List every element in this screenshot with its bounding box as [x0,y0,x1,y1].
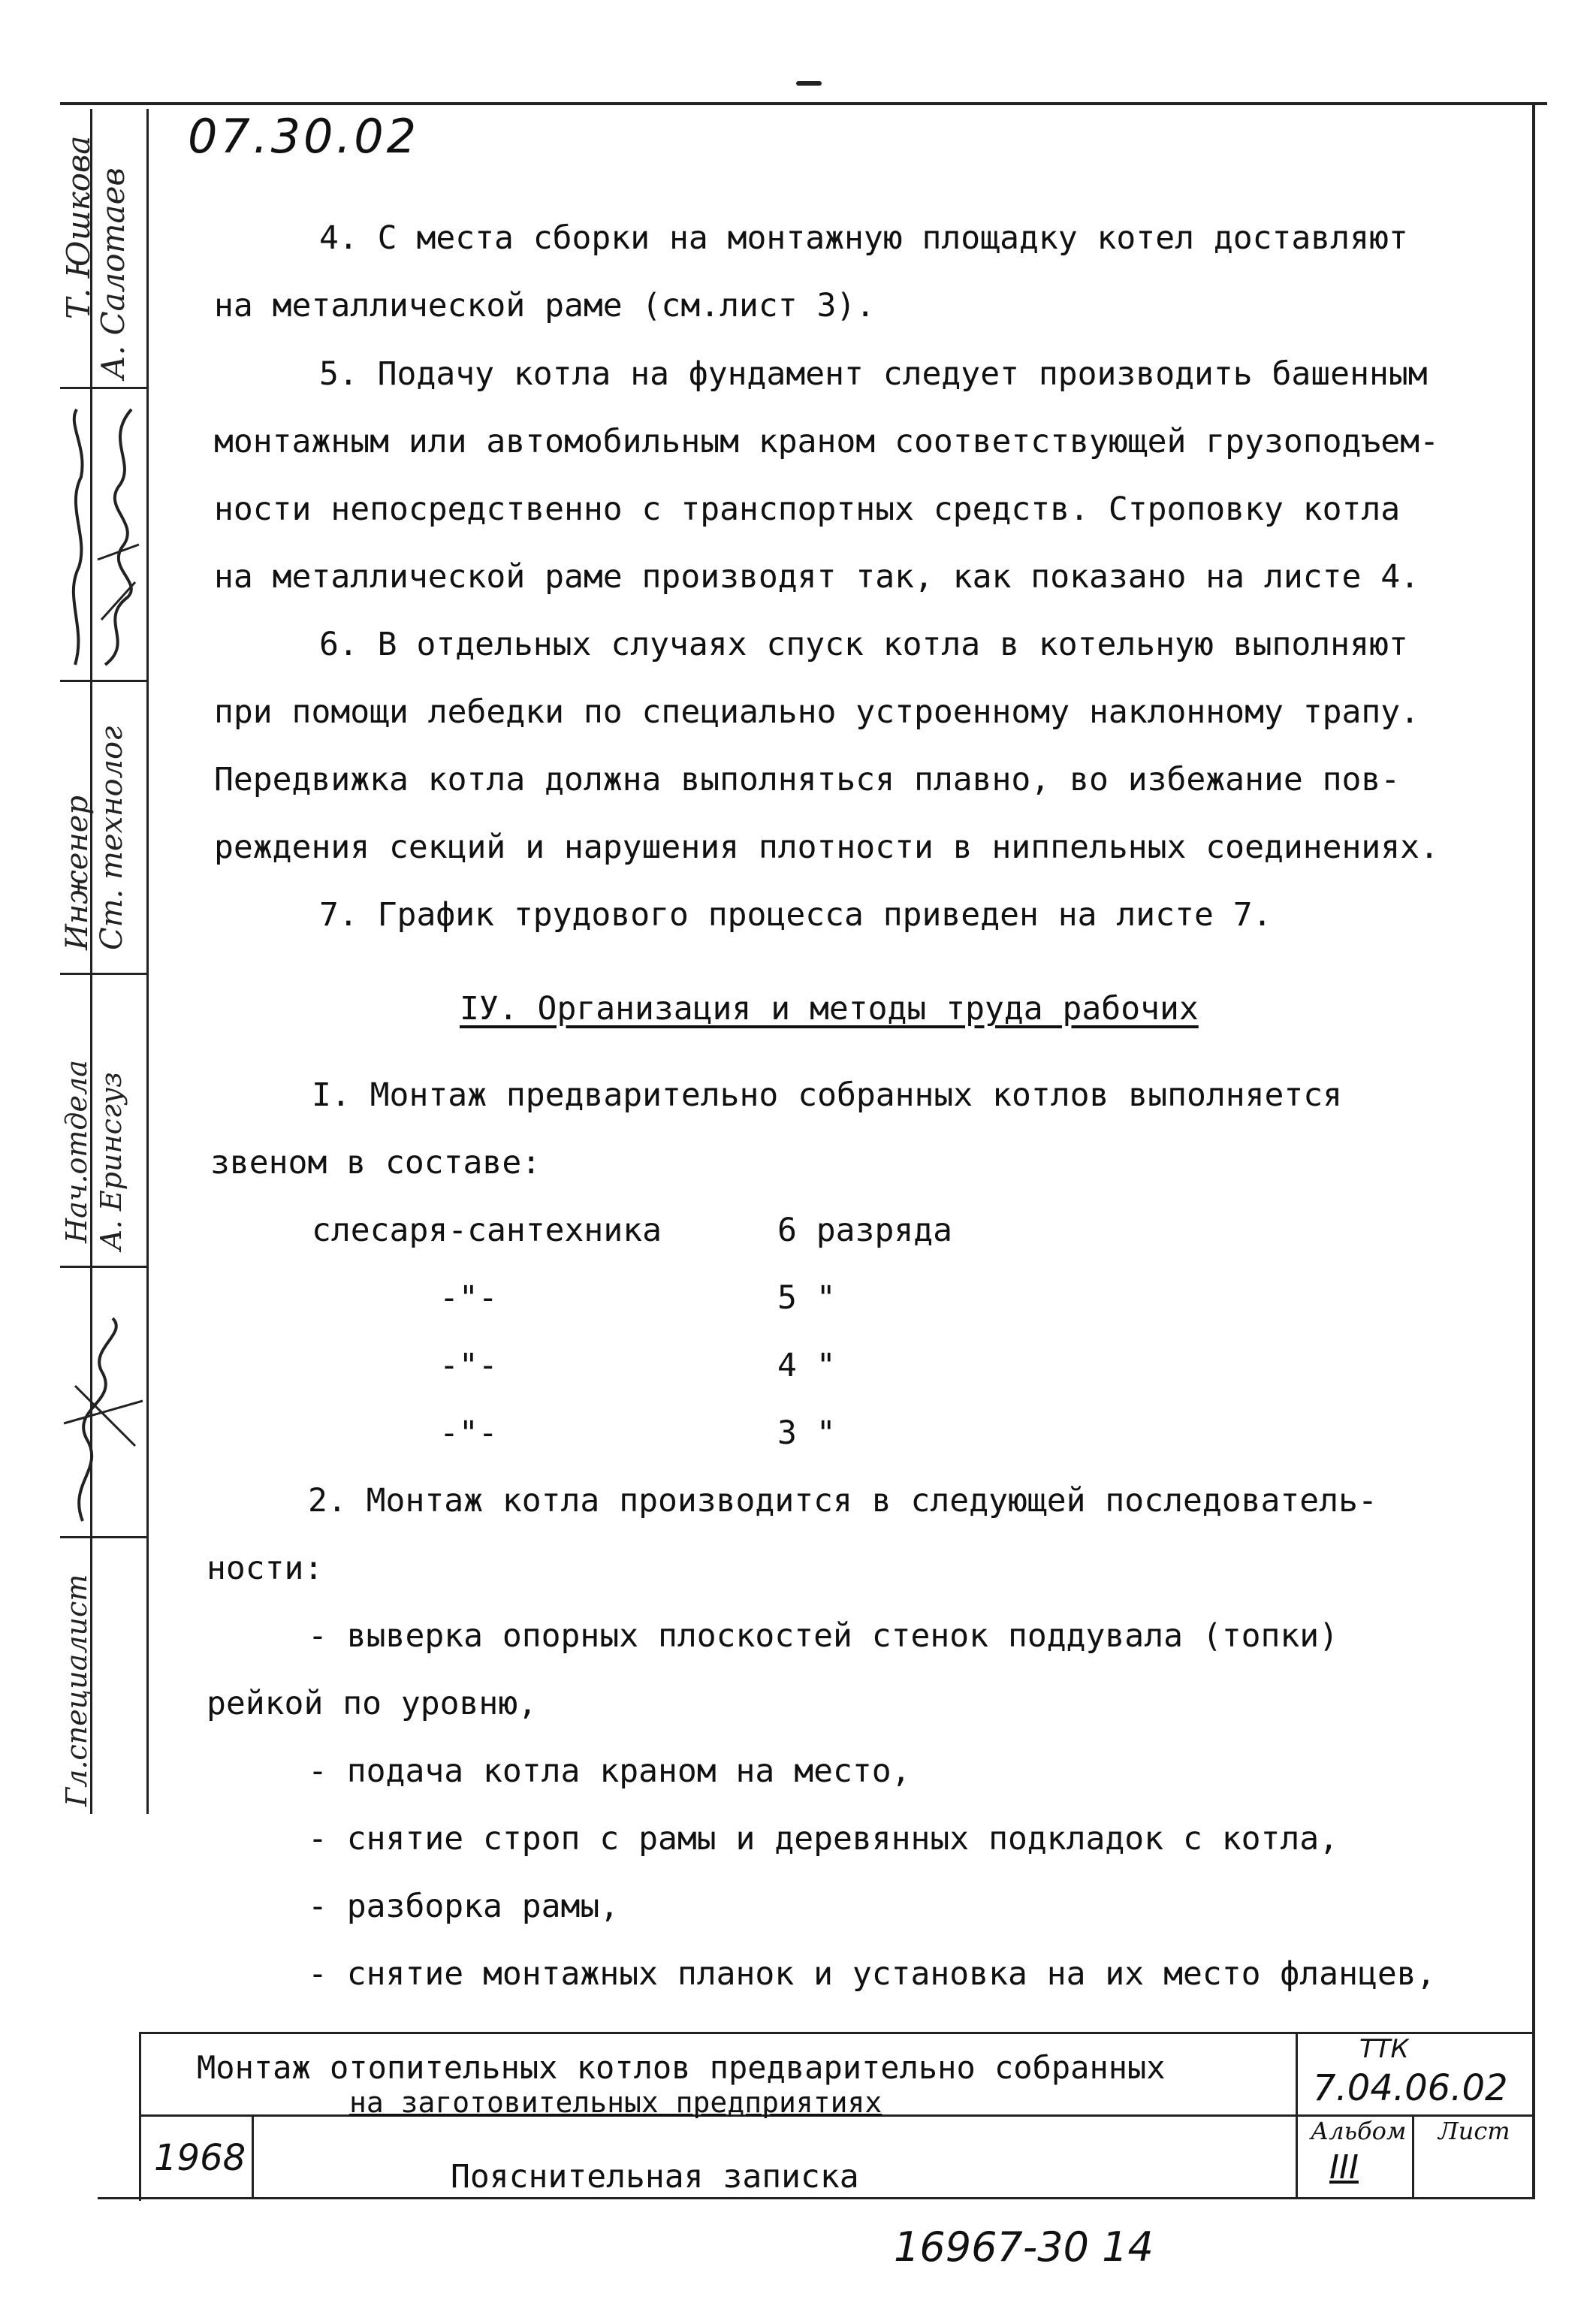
signature [60,1311,146,1529]
body-line: 7. График трудового процесса приведен на листе 7. [319,896,1272,934]
title-block-left [139,2032,141,2201]
stamp-role: Гл.специалист [60,1574,93,1806]
strip-row-line [60,1536,146,1538]
crew-grade: 6 разряда [777,1212,952,1249]
doc-number: 7.04.06.02 [1313,2067,1508,2109]
body-line: - снятие монтажных планок и установка на их место фланцев, [308,1955,1436,1993]
signature [90,394,146,672]
crew-grade: 3 " [777,1414,836,1452]
body-line: 6. В отдельных случаях спуск котла в котельную выполняют [319,626,1408,663]
album-label: Альбом [1311,2117,1407,2145]
stamp-role: Нач.отдела [60,1060,93,1243]
crew-grade: 4 " [777,1347,836,1384]
crew-role: -"- [439,1414,498,1452]
body-line: на металлической раме производят так, как показано на листе 4. [214,558,1420,596]
top-mark [796,81,822,86]
stamp-role: Инженер [60,795,95,950]
body-line: 5. Подачу котла на фундамент следует производить башенным [319,355,1428,393]
body-line: I. Монтаж предварительно собранных котлов выполняется [312,1076,1343,1114]
frame-top-border [60,102,1547,105]
title-block-divider [252,2114,254,2197]
frame-left-border [146,109,149,1814]
crew-role: -"- [439,1279,498,1317]
side-stamp [60,109,146,1814]
strip-row-line [60,973,146,975]
document-code: 07.30.02 [188,109,420,164]
crew-role: -"- [439,1347,498,1384]
body-line: монтажным или автомобильным краном соответствующей грузоподъем- [214,423,1439,460]
body-line: - снятие строп с рамы и деревянных подкладок с котла, [308,1820,1339,1858]
body-line: Передвижка котла должна выполняться плавно, во избежание пов- [214,761,1401,798]
strip-row-line [60,1266,146,1268]
body-line: звеном в составе: [210,1144,542,1182]
body-line: ности: [207,1550,324,1587]
crew-role: слесаря-сантехника [312,1212,662,1249]
stamp-role: Ст. технолог [95,726,129,950]
stamp-name: Т. Юшкова [60,135,97,319]
doc-type: ТТК [1359,2034,1409,2064]
stamp-name: А. Еринсгуз [95,1072,128,1251]
body-line: - подача котла краном на место, [308,1752,911,1790]
body-line: ности непосредственно с транспортных средств. Строповку котла [214,490,1401,528]
body-line: на металлической раме (см.лист 3). [214,287,876,324]
title-block-divider [1412,2114,1414,2197]
sheet-label: Лист [1438,2117,1510,2145]
body-line: реждения секций и нарушения плотности в ниппельных соединениях. [214,829,1439,866]
title-block-title: Монтаж отопительных котлов предварительно собранных [197,2049,1166,2086]
section-heading: IУ. Организация и методы труда рабочих [460,990,1199,1028]
crew-grade: 5 " [777,1279,836,1317]
title-block-subtitle: на заготовительных предприятиях [349,2086,882,2119]
title-block-bottom [98,2197,1535,2199]
body-line: - выверка опорных плоскостей стенок поддувала (топки) [308,1617,1339,1655]
archive-number: 16967-30 14 [894,2223,1154,2271]
body-line: 4. С места сборки на монтажную площадку котел доставляют [319,219,1408,257]
body-line: 2. Монтаж котла производится в следующей последователь- [308,1482,1377,1520]
album-value: III [1329,2148,1359,2187]
year: 1968 [154,2137,246,2179]
strip-row-line [60,680,146,682]
sheet-name: Пояснительная записка [451,2158,859,2196]
signature [60,402,90,672]
frame-right-border [1532,102,1535,2198]
body-line: - разборка рамы, [308,1888,620,1925]
strip-divider [90,109,92,1814]
title-block-divider [1296,2032,1298,2197]
title-block-top [139,2032,1534,2034]
body-line: рейкой по уровню, [207,1685,538,1722]
body-line: при помощи лебедки по специально устроенному наклонному трапу. [214,693,1420,731]
strip-row-line [60,387,146,389]
stamp-name: А. Салотаев [95,168,131,379]
